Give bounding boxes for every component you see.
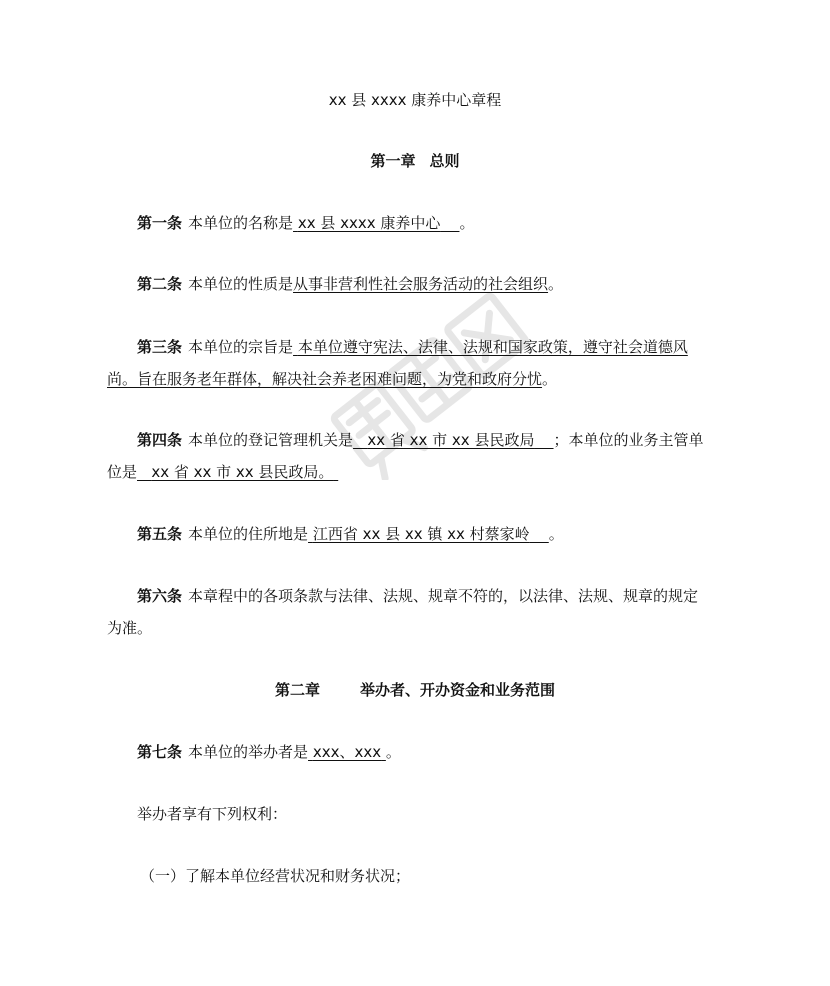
- rights-intro: 举办者享有下列权利：: [137, 805, 288, 823]
- article-5-text: 本单位的住所地是: [188, 525, 309, 543]
- article-7-filled: xxx、xxx: [312, 743, 382, 761]
- article-4-filled: xx 省 xx 市 xx 县民政局: [367, 431, 535, 449]
- article-2-filled: 从事非营利性社会服务活动的社会组织: [293, 275, 549, 293]
- article-2-end: 。: [548, 275, 564, 293]
- article-5-end: 。: [548, 525, 564, 543]
- article-6-text: 本章程中的各项条款与法律、法规、规章不符的，以法律、法规、规章的规定: [188, 587, 699, 605]
- chapter-1-number: 第一章: [370, 152, 416, 170]
- article-4-line2-text: 位是: [107, 463, 138, 481]
- document-title: xx 县 xxxx 康养中心章程: [328, 91, 502, 109]
- article-4-mid: ；本单位的业务主管单: [553, 431, 704, 449]
- article-3-label: 第三条: [137, 338, 183, 356]
- article-1-label: 第一条: [137, 214, 183, 232]
- article-4-filled-2: xx 省 xx 市 xx 县民政局。: [151, 463, 334, 481]
- article-4-label: 第四条: [137, 431, 183, 449]
- article-7-text: 本单位的举办者是: [188, 743, 309, 761]
- article-3-line-2: [107, 368, 557, 390]
- article-7: [137, 741, 401, 763]
- article-2-label: 第二条: [137, 275, 183, 293]
- article-1: [137, 212, 474, 234]
- article-4-text: 本单位的登记管理机关是: [188, 431, 354, 449]
- chapter-1-heading: [0, 150, 830, 172]
- chapter-2-number: 第二章: [274, 681, 320, 699]
- article-5-filled: 江西省 xx 县 xx 镇 xx 村蔡家岭: [312, 525, 530, 543]
- chapter-1-name: 总则: [429, 152, 460, 170]
- chapter-2-name: 举办者、开办资金和业务范围: [360, 681, 556, 699]
- article-6-line-2: [107, 617, 152, 639]
- article-7-label: 第七条: [137, 743, 183, 761]
- article-2-text: 本单位的性质是: [188, 275, 294, 293]
- chapter-2-heading: [0, 679, 830, 701]
- article-3-line-1: [137, 336, 688, 358]
- article-3-filled-1: 本单位遵守宪法、法律、法规和国家政策，遵守社会道德风: [297, 338, 688, 356]
- article-6-text-2: 为准。: [107, 619, 153, 637]
- article-6-line-1: [137, 585, 698, 607]
- article-3-text: 本单位的宗旨是: [188, 338, 294, 356]
- article-3-end: 。: [542, 370, 558, 388]
- article-4-line-2: [107, 461, 338, 483]
- article-5: [137, 523, 564, 545]
- article-1-filled: xx 县 xxxx 康养中心: [297, 214, 441, 232]
- article-2: [137, 273, 563, 295]
- article-4-line-1: [137, 429, 704, 451]
- article-7-end: 。: [385, 743, 401, 761]
- article-1-text: 本单位的名称是: [188, 214, 294, 232]
- article-3-filled-2: 尚。旨在服务老年群体，解决社会养老困难问题，为党和政府分忧: [107, 370, 543, 388]
- article-5-label: 第五条: [137, 525, 183, 543]
- article-1-end: 。: [459, 214, 475, 232]
- right-item-1: （一）了解本单位经营状况和财务状况；: [140, 867, 411, 885]
- article-6-label: 第六条: [137, 587, 183, 605]
